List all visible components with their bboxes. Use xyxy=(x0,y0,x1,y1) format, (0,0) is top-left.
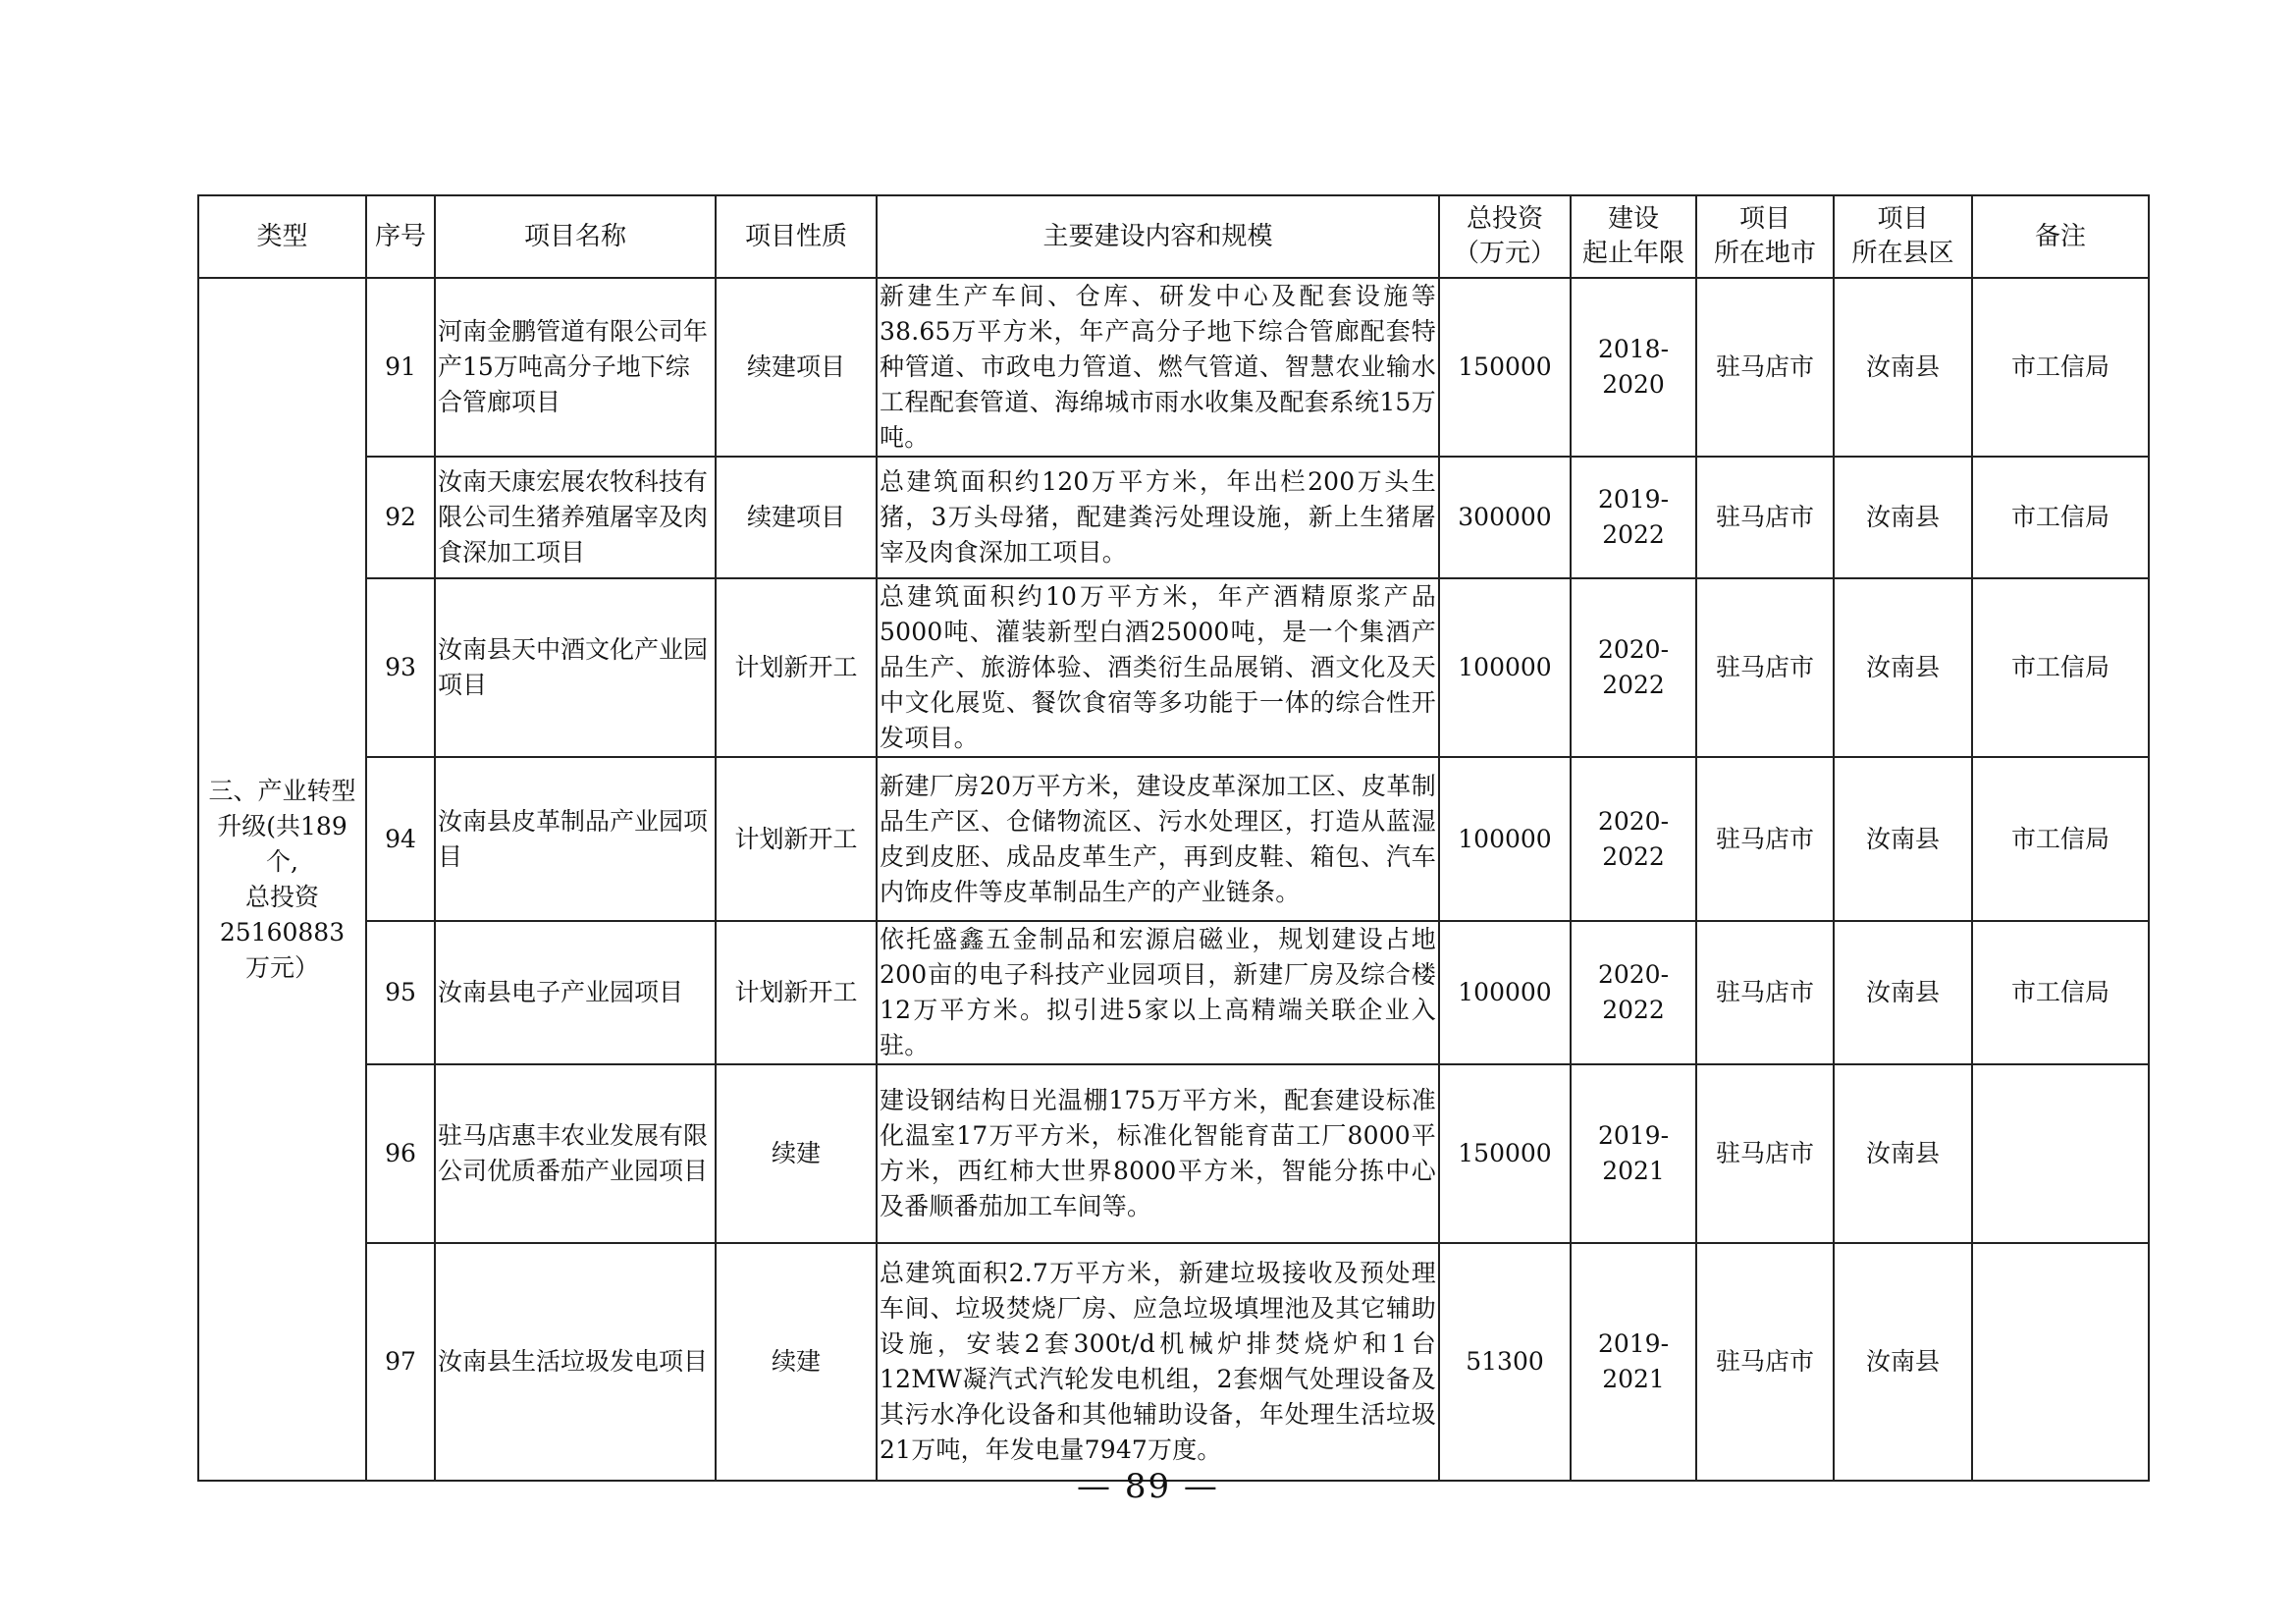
row-period: 2020-2022 xyxy=(1571,921,1696,1064)
table-row xyxy=(198,757,2149,921)
header-type: 类型 xyxy=(198,195,366,278)
row-remark xyxy=(1972,1243,2149,1481)
row-county: 汝南县 xyxy=(1834,921,1972,1064)
row-nature: 计划新开工 xyxy=(716,578,877,757)
row-content: 新建生产车间、仓库、研发中心及配套设施等38.65万平方米，年产高分子地下综合管廊配套特种管道、市政电力管道、燃气管道、智慧农业输水工程配套管道、海绵城市雨水收集及配套系统15万吨。 xyxy=(877,278,1439,457)
header-county xyxy=(1834,195,1972,278)
row-investment: 100000 xyxy=(1439,757,1571,921)
row-period: 2019-2021 xyxy=(1571,1243,1696,1481)
row-project-name: 汝南天康宏展农牧科技有限公司生猪养殖屠宰及肉食深加工项目 xyxy=(435,457,716,578)
row-nature: 续建 xyxy=(716,1064,877,1243)
row-period: 2019-2022 xyxy=(1571,457,1696,578)
header-remark: 备注 xyxy=(1972,195,2149,278)
row-content: 总建筑面积约120万平方米，年出栏200万头生猪，3万头母猪，配建粪污处理设施，新上生猪屠宰及肉食深加工项目。 xyxy=(877,457,1439,578)
header-county-line2: 所在县区 xyxy=(1851,239,1954,268)
row-county: 汝南县 xyxy=(1834,1243,1972,1481)
row-period: 2020-2022 xyxy=(1571,757,1696,921)
row-no: 97 xyxy=(366,1243,435,1481)
row-remark: 市工信局 xyxy=(1972,757,2149,921)
row-city: 驻马店市 xyxy=(1696,457,1834,578)
row-content: 总建筑面积2.7万平方米，新建垃圾接收及预处理车间、垃圾焚烧厂房、应急垃圾填埋池及其它辅助设施，安装2套300t/d机械炉排焚烧炉和1台12MW凝汽式汽轮发电机组，2套烟气处理设备及其污水净化设备和其他辅助设备，年处理生活垃圾21万吨，年发电量7947万度。 xyxy=(877,1243,1439,1481)
project-table xyxy=(197,194,2150,1482)
header-no: 序号 xyxy=(366,195,435,278)
header-investment-line1: 总投资 xyxy=(1466,204,1543,234)
row-county: 汝南县 xyxy=(1834,457,1972,578)
row-city: 驻马店市 xyxy=(1696,1064,1834,1243)
row-no: 96 xyxy=(366,1064,435,1243)
row-investment: 300000 xyxy=(1439,457,1571,578)
header-city xyxy=(1696,195,1834,278)
header-city-line2: 所在地市 xyxy=(1713,239,1816,268)
row-nature: 计划新开工 xyxy=(716,921,877,1064)
row-county: 汝南县 xyxy=(1834,1064,1972,1243)
row-project-name: 汝南县天中酒文化产业园项目 xyxy=(435,578,716,757)
table-row xyxy=(198,457,2149,578)
row-investment: 51300 xyxy=(1439,1243,1571,1481)
header-period-line1: 建设 xyxy=(1607,204,1659,234)
header-investment xyxy=(1439,195,1571,278)
header-period xyxy=(1571,195,1696,278)
row-period: 2018-2020 xyxy=(1571,278,1696,457)
row-no: 93 xyxy=(366,578,435,757)
row-county: 汝南县 xyxy=(1834,757,1972,921)
header-row xyxy=(198,195,2149,278)
row-no: 95 xyxy=(366,921,435,1064)
row-city: 驻马店市 xyxy=(1696,757,1834,921)
row-remark xyxy=(1972,1064,2149,1243)
table-row xyxy=(198,921,2149,1064)
row-investment: 150000 xyxy=(1439,1064,1571,1243)
row-investment: 100000 xyxy=(1439,578,1571,757)
row-remark: 市工信局 xyxy=(1972,457,2149,578)
row-city: 驻马店市 xyxy=(1696,278,1834,457)
row-content: 建设钢结构日光温棚175万平方米，配套建设标准化温室17万平方米，标准化智能育苗工厂8000平方米，西红柿大世界8000平方米，智能分拣中心及番顺番茄加工车间等。 xyxy=(877,1064,1439,1243)
row-remark: 市工信局 xyxy=(1972,278,2149,457)
row-county: 汝南县 xyxy=(1834,278,1972,457)
header-name: 项目名称 xyxy=(435,195,716,278)
row-project-name: 驻马店惠丰农业发展有限公司优质番茄产业园项目 xyxy=(435,1064,716,1243)
row-nature: 续建 xyxy=(716,1243,877,1481)
row-city: 驻马店市 xyxy=(1696,578,1834,757)
row-content: 依托盛鑫五金制品和宏源启磁业，规划建设占地200亩的电子科技产业园项目，新建厂房及综合楼12万平方米。拟引进5家以上高精端关联企业入驻。 xyxy=(877,921,1439,1064)
row-county: 汝南县 xyxy=(1834,578,1972,757)
row-project-name: 汝南县皮革制品产业园项目 xyxy=(435,757,716,921)
row-no: 94 xyxy=(366,757,435,921)
row-nature: 续建项目 xyxy=(716,278,877,457)
page-number: — 89 — xyxy=(1077,1467,1219,1506)
category-line4: 万元） xyxy=(244,952,319,982)
header-nature: 项目性质 xyxy=(716,195,877,278)
header-content: 主要建设内容和规模 xyxy=(877,195,1439,278)
header-investment-line2: （万元） xyxy=(1453,239,1556,268)
header-county-line1: 项目 xyxy=(1877,204,1929,234)
row-city: 驻马店市 xyxy=(1696,921,1834,1064)
row-no: 91 xyxy=(366,278,435,457)
header-period-line2: 起止年限 xyxy=(1581,239,1684,268)
row-content: 总建筑面积约10万平方米，年产酒精原浆产品5000吨、灌装新型白酒25000吨，是一个集酒产品生产、旅游体验、酒类衍生品展销、酒文化及天中文化展览、餐饮食宿等多功能于一体的综合性开发项目。 xyxy=(877,578,1439,757)
table-row xyxy=(198,1064,2149,1243)
category-cell xyxy=(198,278,366,1481)
table-row xyxy=(198,1243,2149,1481)
table-row xyxy=(198,578,2149,757)
row-period: 2019-2021 xyxy=(1571,1064,1696,1243)
row-remark: 市工信局 xyxy=(1972,921,2149,1064)
row-nature: 计划新开工 xyxy=(716,757,877,921)
row-investment: 150000 xyxy=(1439,278,1571,457)
row-project-name: 汝南县生活垃圾发电项目 xyxy=(435,1243,716,1481)
row-project-name: 汝南县电子产业园项目 xyxy=(435,921,716,1064)
category-line1: 三、产业转型 xyxy=(208,776,356,805)
row-remark: 市工信局 xyxy=(1972,578,2149,757)
row-content: 新建厂房20万平方米，建设皮革深加工区、皮革制品生产区、仓储物流区、污水处理区，打造从蓝湿皮到皮胚、成品皮革生产，再到皮鞋、箱包、汽车内饰皮件等皮革制品生产的产业链条。 xyxy=(877,757,1439,921)
row-project-name: 河南金鹏管道有限公司年产15万吨高分子地下综合管廊项目 xyxy=(435,278,716,457)
row-no: 92 xyxy=(366,457,435,578)
row-investment: 100000 xyxy=(1439,921,1571,1064)
table-row xyxy=(198,278,2149,457)
row-period: 2020-2022 xyxy=(1571,578,1696,757)
category-line2: 升级(共189个, xyxy=(217,811,347,876)
row-city: 驻马店市 xyxy=(1696,1243,1834,1481)
row-nature: 续建项目 xyxy=(716,457,877,578)
header-city-line1: 项目 xyxy=(1738,204,1790,234)
category-line3: 总投资25160883 xyxy=(219,882,346,947)
